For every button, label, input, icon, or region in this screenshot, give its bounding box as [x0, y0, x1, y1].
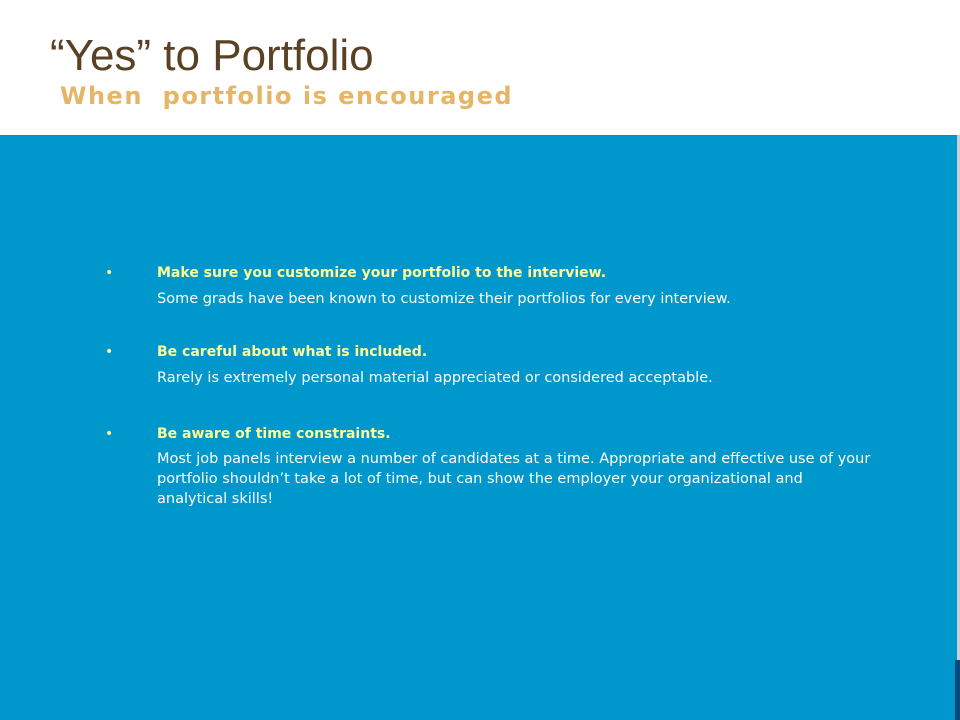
- bullet-body: Some grads have been known to customize their portfolios for every interview.: [157, 291, 731, 307]
- corner-accent: [955, 660, 960, 720]
- bullet-body: Most job panels interview a number of candidates at a time. Appropriate and effective use of your portfolio shouldn’t take a lot of time, but can show the employer your organizational and analytical skills!: [157, 451, 871, 507]
- slide-header: [0, 0, 960, 135]
- content-panel: [0, 135, 957, 720]
- bullet-heading: Make sure you customize your portfolio to the interview.: [157, 265, 607, 281]
- bullet-icon: •: [105, 426, 114, 442]
- bullet-heading: Be aware of time constraints.: [157, 426, 391, 442]
- bullet-body: Rarely is extremely personal material appreciated or considered acceptable.: [157, 370, 713, 386]
- slide-title: “Yes” to Portfolio: [50, 31, 374, 80]
- slide-subtitle: When portfolio is encouraged: [60, 82, 514, 110]
- bullet-heading: Be careful about what is included.: [157, 344, 428, 360]
- bullet-icon: •: [105, 344, 114, 360]
- bullet-icon: •: [105, 265, 114, 281]
